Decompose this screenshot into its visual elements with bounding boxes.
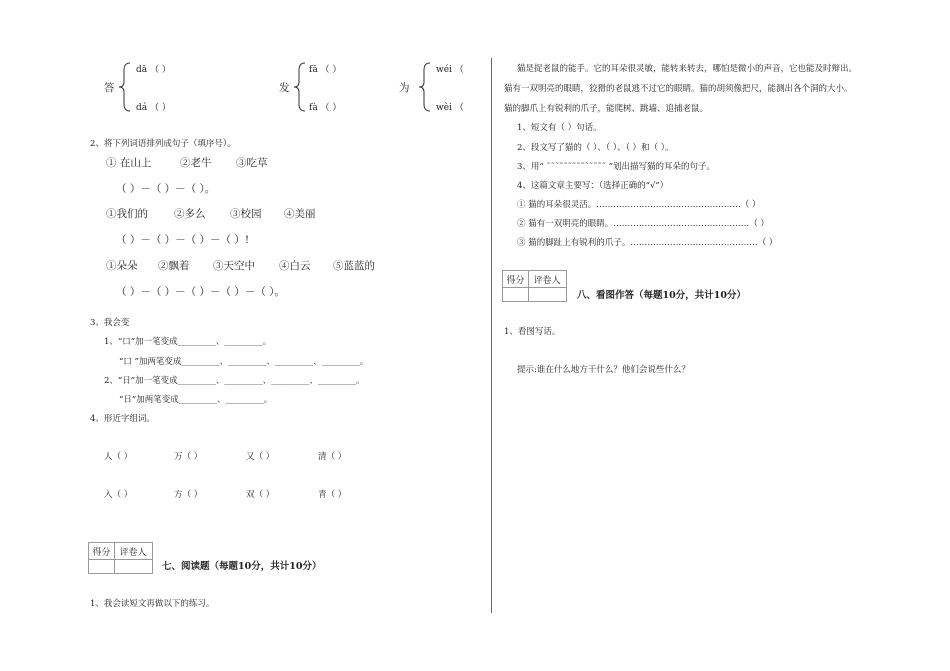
word-option: ③天空中 [213,260,255,272]
question-line: “日”加两笔变成_________、_________。 [119,395,273,405]
brace-icon [293,62,307,112]
pinyin-option: wéi （ [436,65,464,75]
question-title: 3、我会变 [90,318,130,328]
passage-line: 猫是捉老鼠的能手。它的耳朵很灵敏，能转来转去，哪怕是微小的声音，它也能及时辩出。 [517,64,858,74]
score-box [88,542,153,574]
question-line: 4、这篇文章主要写：（选择正确的“√”） [517,181,669,191]
answer-blank: （ ）－（ ）－（ ）。 [116,183,216,195]
section-title: 八、看图作答（每题10分，共计10分） [577,290,746,301]
word-option: ① 在山上 [106,157,152,169]
word-option: ⑤蓝蓝的 [333,260,375,272]
question-title: 4、形近字组词。 [90,414,155,424]
polyphone-char: 发 [279,82,290,94]
word-option: ①朵朵 [106,260,138,272]
pinyin-option: fà （ ） [309,103,342,113]
word-option: ②老牛 [180,157,212,169]
answer-blank: （ ）－（ ）－（ ）－（ ）－（ ）。 [116,286,285,298]
word-option: ④美丽 [284,208,316,220]
hint-text: 提示:谁在什么地方干什么？他们会说些什么？ [517,365,690,375]
pinyin-option: fā （ ） [309,65,342,75]
word-option: ①我们的 [106,208,148,220]
word-group-blank: 清（ ） [318,452,347,462]
word-option: ②飘着 [158,260,190,272]
column-divider [491,58,492,613]
answer-blank: （ ）－（ ）－（ ）－（ ）! [116,234,250,246]
question-line: 1、短文有（ ）句话。 [517,123,602,133]
grader-label: 评卷人 [533,275,561,286]
question-line: 2、“日”加一笔变成_________、_________、_________、_________。 [104,376,365,386]
word-group-blank: 双（ ） [246,490,275,500]
score-label: 得分 [503,271,529,287]
brace-icon [118,62,132,112]
question-title: 1、我会读短文再做以下的练习。 [90,599,215,609]
choice-option: ③ 猫的脚趾上有锐利的爪子。………………………………………（ ） [517,238,778,248]
word-group-blank: 又（ ） [246,452,275,462]
polyphone-char: 为 [399,82,410,94]
choice-option: ① 猫的耳朵很灵活。……………………………………………（ ） [517,200,761,210]
pinyin-option: wèi （ [436,103,464,113]
word-group-blank: 方（ ） [174,490,203,500]
score-box [502,270,567,302]
grader-label: 评卷人 [119,547,147,558]
word-option: ③吃草 [236,157,268,169]
pinyin-option: dá （ ） [136,103,171,113]
passage-line: 猫有一双明亮的眼睛，狡猾的老鼠逃不过它的眼睛。猫的胡须像把尺，能测出各个洞的大小。 [504,84,853,94]
word-option: ③校园 [230,208,262,220]
choice-option: ② 猫有一双明亮的眼睛。…………………………………………（ ） [517,219,769,229]
question-line: 3、用“ ˜˜˜˜˜˜˜˜˜˜˜˜˜˜ ”划出描写猫的耳朵的句子。 [517,162,716,172]
passage-line: 猫的脚爪上有锐利的爪子，能爬树、跳墙、追捕老鼠。 [504,104,709,114]
question-line: 2、段文写了猫的（ ）、（ ）、（ ）和（ ）。 [517,143,674,153]
word-group-blank: 入（ ） [104,490,133,500]
word-group-blank: 万（ ） [174,452,203,462]
word-group-blank: 青（ ） [318,490,347,500]
question-line: “口 ”加两笔变成_________、_________、_________、_________。 [119,357,369,367]
question-title: 2、将下列词语排列成句子（填序号）。 [90,139,236,149]
pinyin-option: dā （ ） [136,65,171,75]
word-option: ②多么 [174,208,206,220]
score-label: 得分 [89,543,115,559]
word-group-blank: 人（ ） [104,452,133,462]
section-title: 七、阅读题（每题10分，共计10分） [162,561,322,572]
polyphone-char: 答 [104,82,115,94]
word-option: ④白云 [279,260,311,272]
question-title: 1、看图写话。 [504,327,561,337]
brace-icon [418,62,432,112]
question-line: 1、“口”加一笔变成_________、_________。 [104,337,272,347]
